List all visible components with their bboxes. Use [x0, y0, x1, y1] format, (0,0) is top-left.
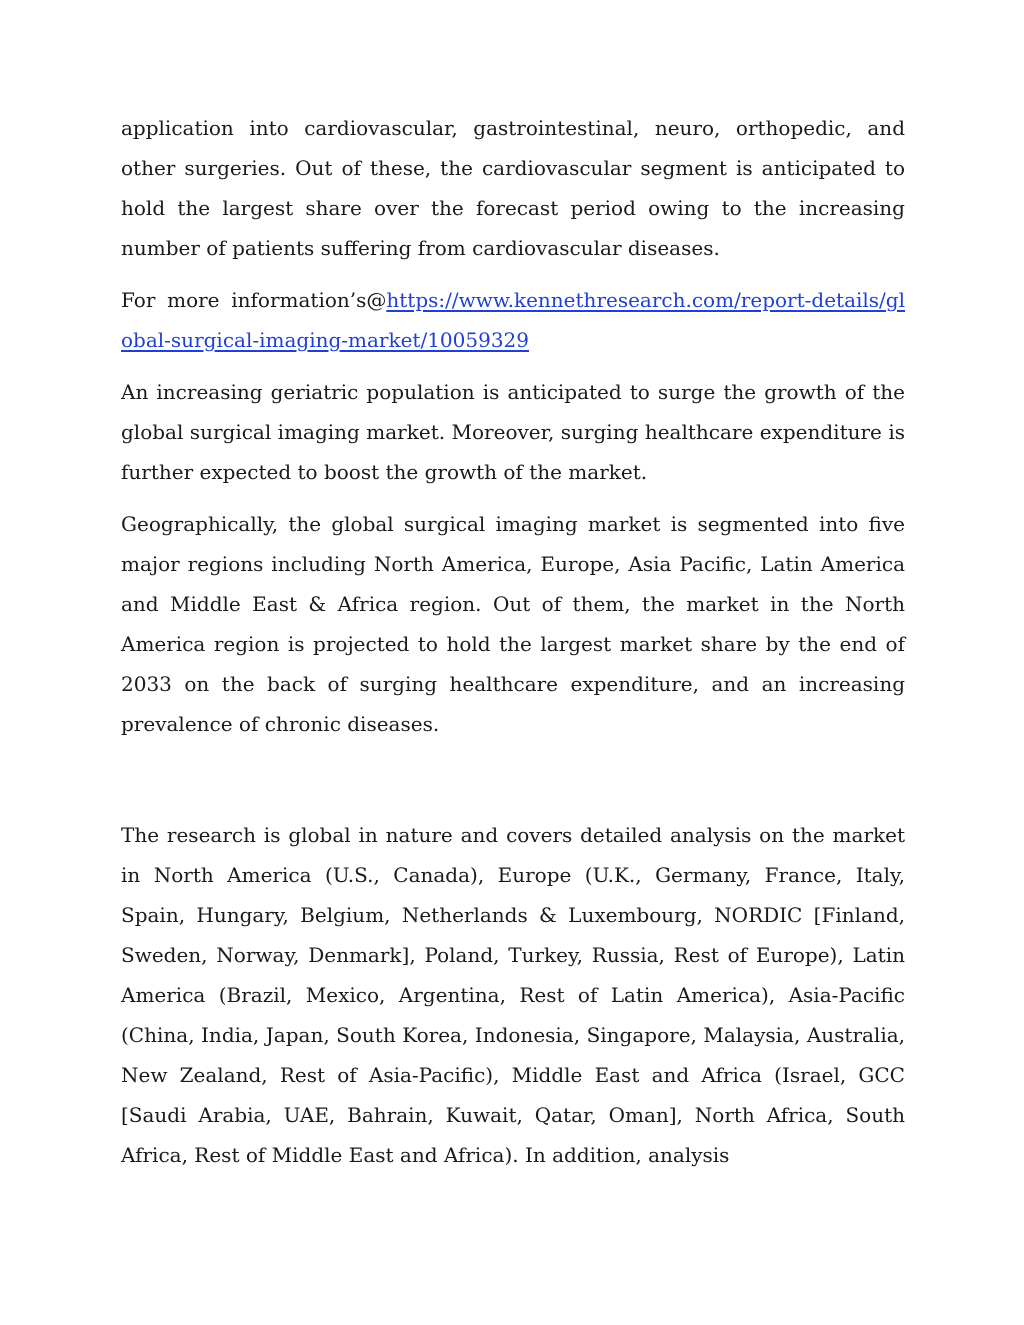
more-information-label: For more information’s@	[121, 288, 387, 312]
paragraph-geriatric-population: An increasing geriatric population is anticipated to surge the growth of the global surgical imaging market. Moreover, surging healthcare expenditure is further expected to boost the growth of the market.	[121, 380, 905, 484]
paragraph-surgery-applications: application into cardiovascular, gastrointestinal, neuro, orthopedic, and other surgeries. Out of these, the cardiovascular segment is anticipated to hold the largest share over the forecast period owing to the increasing number of patients suffering from cardiovascular diseases.	[121, 116, 905, 260]
paragraph-geography: Geographically, the global surgical imaging market is segmented into five major regions including North America, Europe, Asia Pacific, Latin America and Middle East & Africa region. Out of them, the market in the North America region is projected to hold the largest market share by the end of 2033 on the back of surging healthcare expenditure, and an increasing prevalence of chronic diseases.	[121, 512, 905, 736]
paragraph-more-information	[121, 280, 905, 360]
paragraph-research-coverage: The research is global in nature and covers detailed analysis on the market in North America (U.S., Canada), Europe (U.K., Germany, France, Italy, Spain, Hungary, Belgium, Netherlands & Luxembourg, NORDIC [Finland, Sweden, Norway, Denmark], Poland, Turkey, Russia, Rest of Europe), Latin America (Brazil, Mexico, Argentina, Rest of Latin America), Asia-Pacific (China, India, Japan, South Korea, Indonesia, Singapore, Malaysia, Australia, New Zealand, Rest of Asia-Pacific), Middle East and Africa (Israel, GCC [Saudi Arabia, UAE, Bahrain, Kuwait, Qatar, Oman], North Africa, South Africa, Rest of Middle East and Africa). In addition, analysis	[121, 823, 905, 1167]
document-page	[121, 108, 905, 1175]
report-link[interactable]: https://www.kennethresearch.com/report-details/global-surgical-imaging-market/10059329	[121, 288, 905, 352]
